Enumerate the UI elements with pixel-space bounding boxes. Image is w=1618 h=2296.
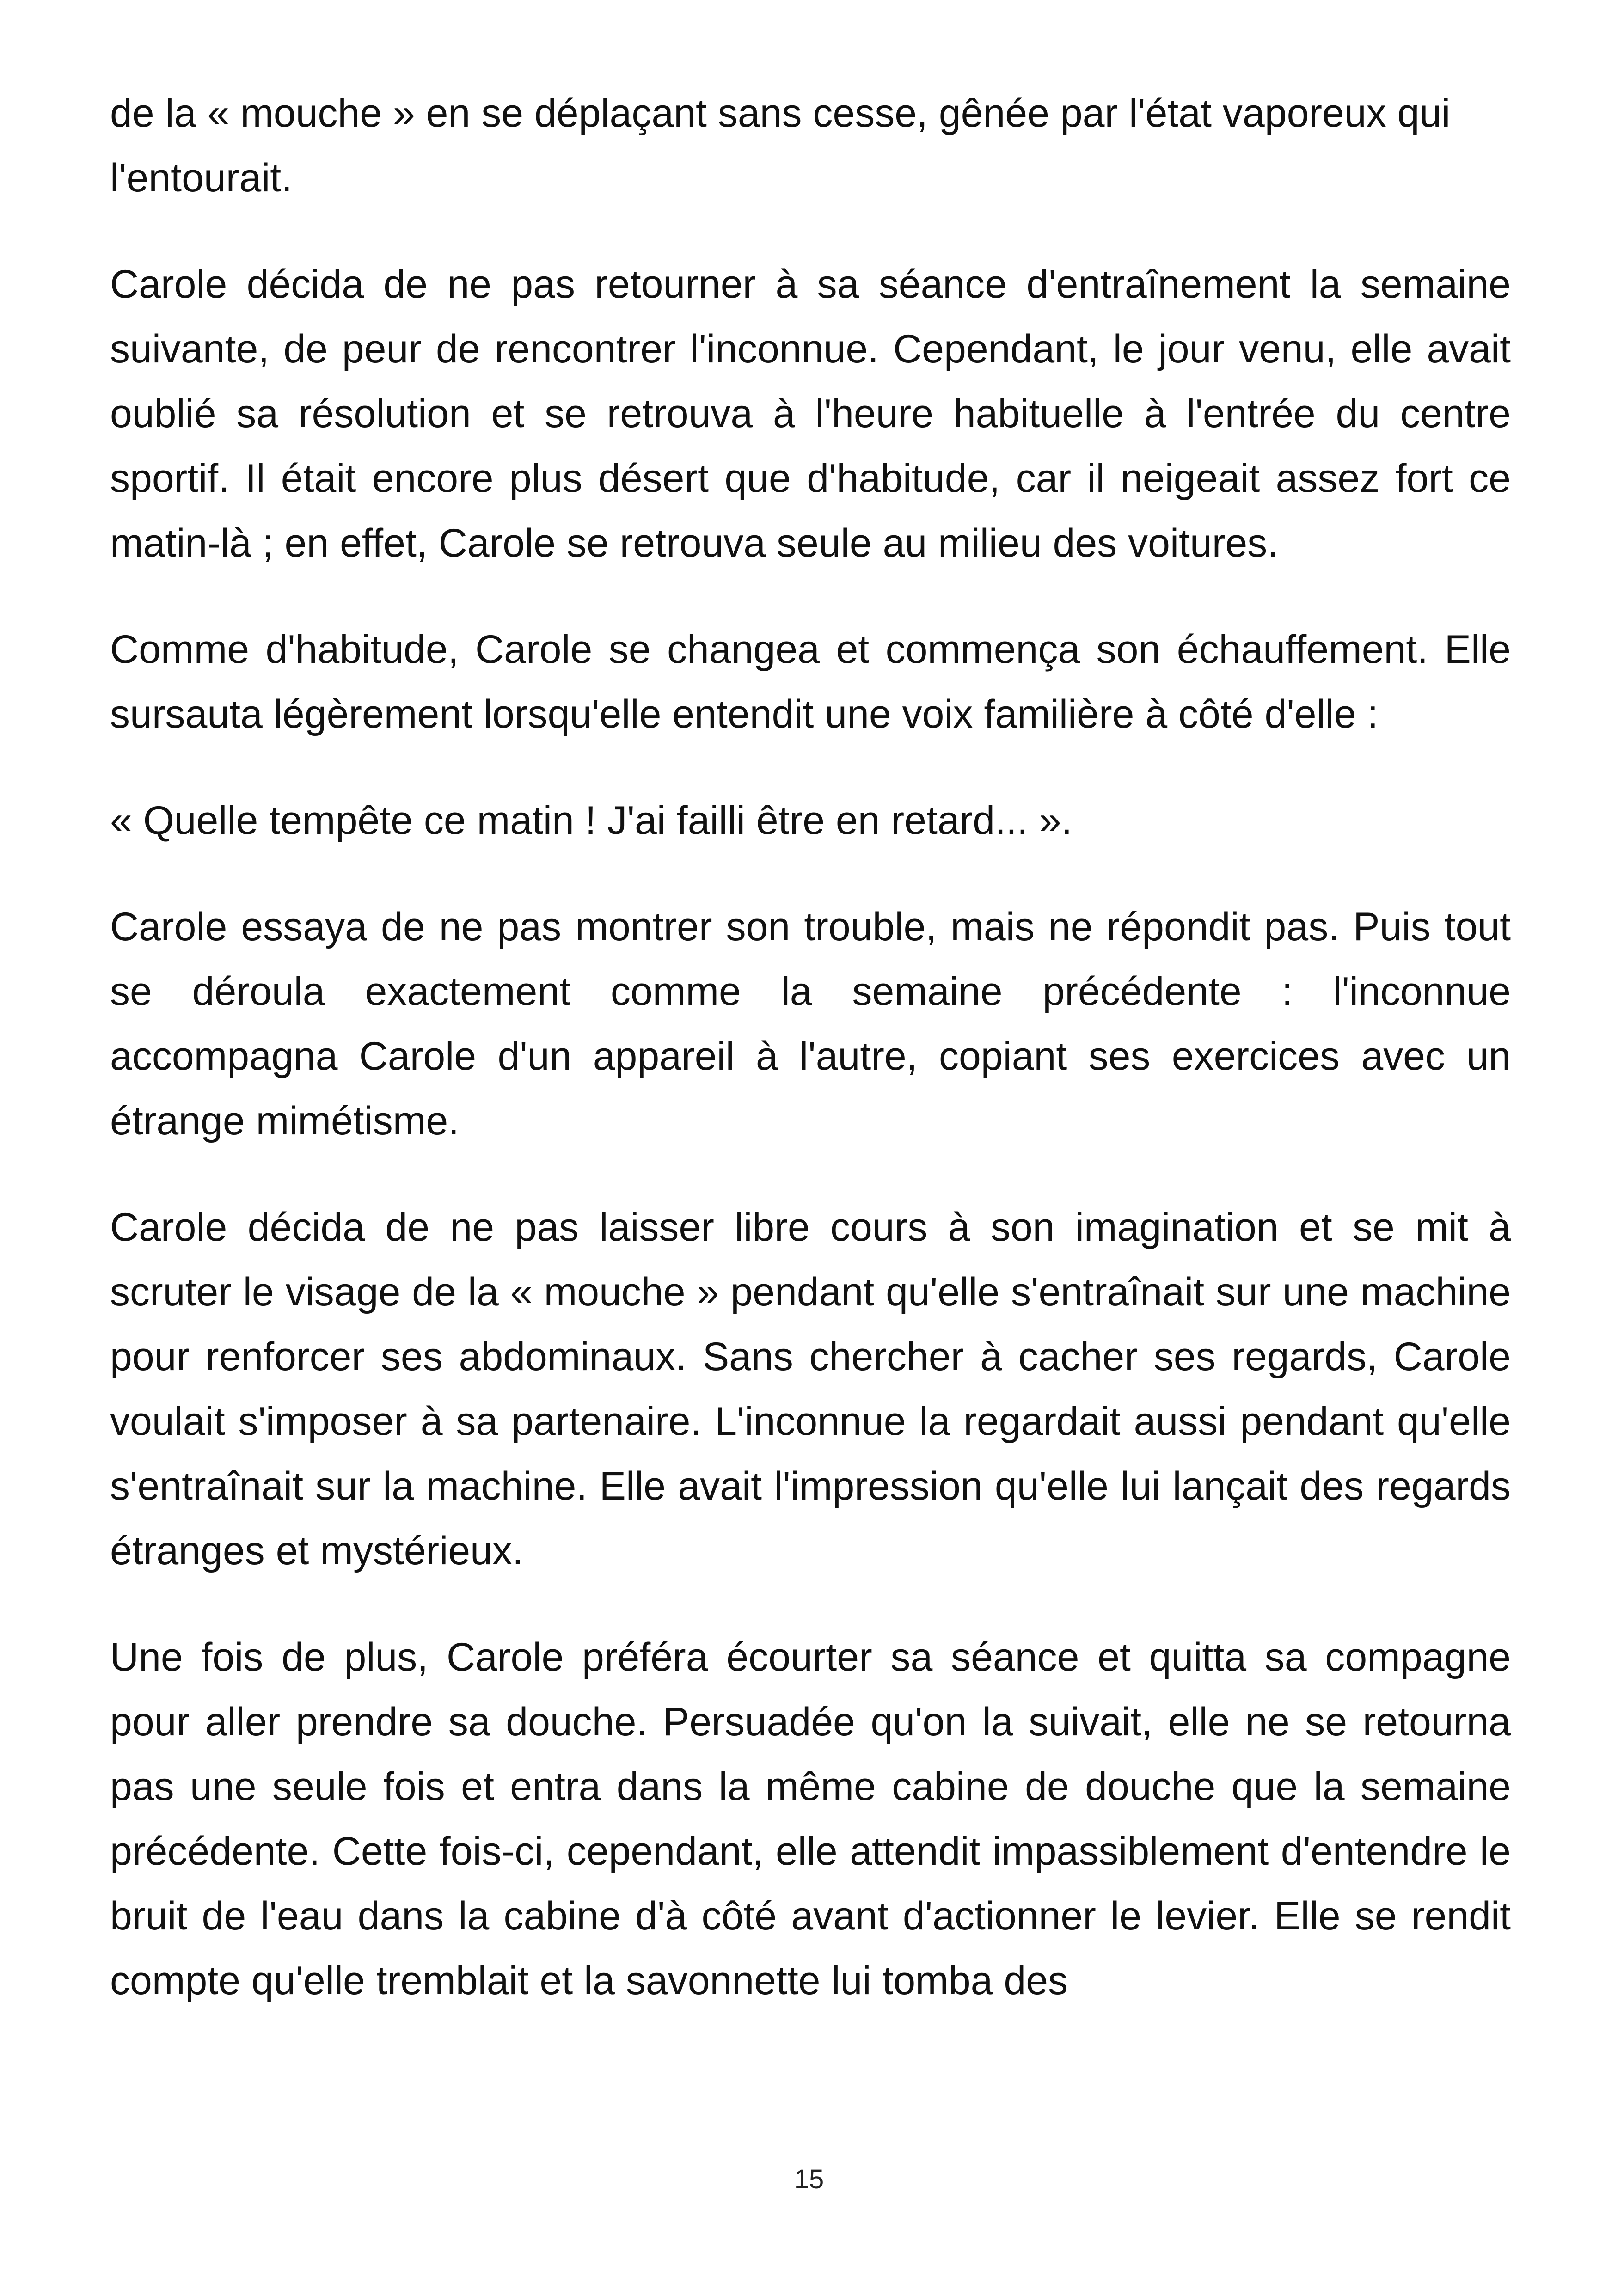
page-number: 15 (794, 2164, 824, 2194)
paragraph-5: Carole essaya de ne pas montrer son trouble, mais ne répondit pas. Puis tout se déroula exactement comme la semaine précédente : l'inconnue accompagna Carole d'un appareil à l'autre, copiant ses exercices avec un étrange mimétisme. (110, 905, 1511, 1143)
paragraph-2: Carole décida de ne pas retourner à sa séance d'entraînement la semaine suivante, de peur de rencontrer l'inconnue. Cependant, le jour venu, elle avait oublié sa résolution et se retrouva à l'heure habituelle à l'entrée du centre sportif. Il était encore plus désert que d'habitude, car il neigeait assez fort ce matin-là ; en effet, Carole se retrouva seule au milieu des voitures. (110, 262, 1511, 565)
body-text (110, 81, 1511, 2055)
paragraph-3: Comme d'habitude, Carole se changea et commença son échauffement. Elle sursauta légèrement lorsqu'elle entendit une voix familière à côté d'elle : (110, 627, 1511, 736)
paragraph-7: Une fois de plus, Carole préféra écourter sa séance et quitta sa compagne pour aller prendre sa douche. Persuadée qu'on la suivait, elle ne se retourna pas une seule fois et entra dans la même cabine de douche que la semaine précédente. Cette fois-ci, cependant, elle attendit impassiblement d'entendre le bruit de l'eau dans la cabine d'à côté avant d'actionner le levier. Elle se rendit compte qu'elle tremblait et la savonnette lui tomba des (110, 1635, 1511, 2003)
paragraph-6: Carole décida de ne pas laisser libre cours à son imagination et se mit à scruter le visage de la « mouche » pendant qu'elle s'entraînait sur une machine pour renforcer ses abdominaux. Sans chercher à cacher ses regards, Carole voulait s'imposer à sa partenaire. L'inconnue la regardait aussi pendant qu'elle s'entraînait sur la machine. Elle avait l'impression qu'elle lui lançait des regards étranges et mystérieux. (110, 1205, 1511, 1573)
paragraph-1: de la « mouche » en se déplaçant sans cesse, gênée par l'état vaporeux qui l'entourait. (110, 91, 1451, 200)
paragraph-4-quote: « Quelle tempête ce matin ! J'ai failli être en retard... ». (110, 798, 1073, 843)
